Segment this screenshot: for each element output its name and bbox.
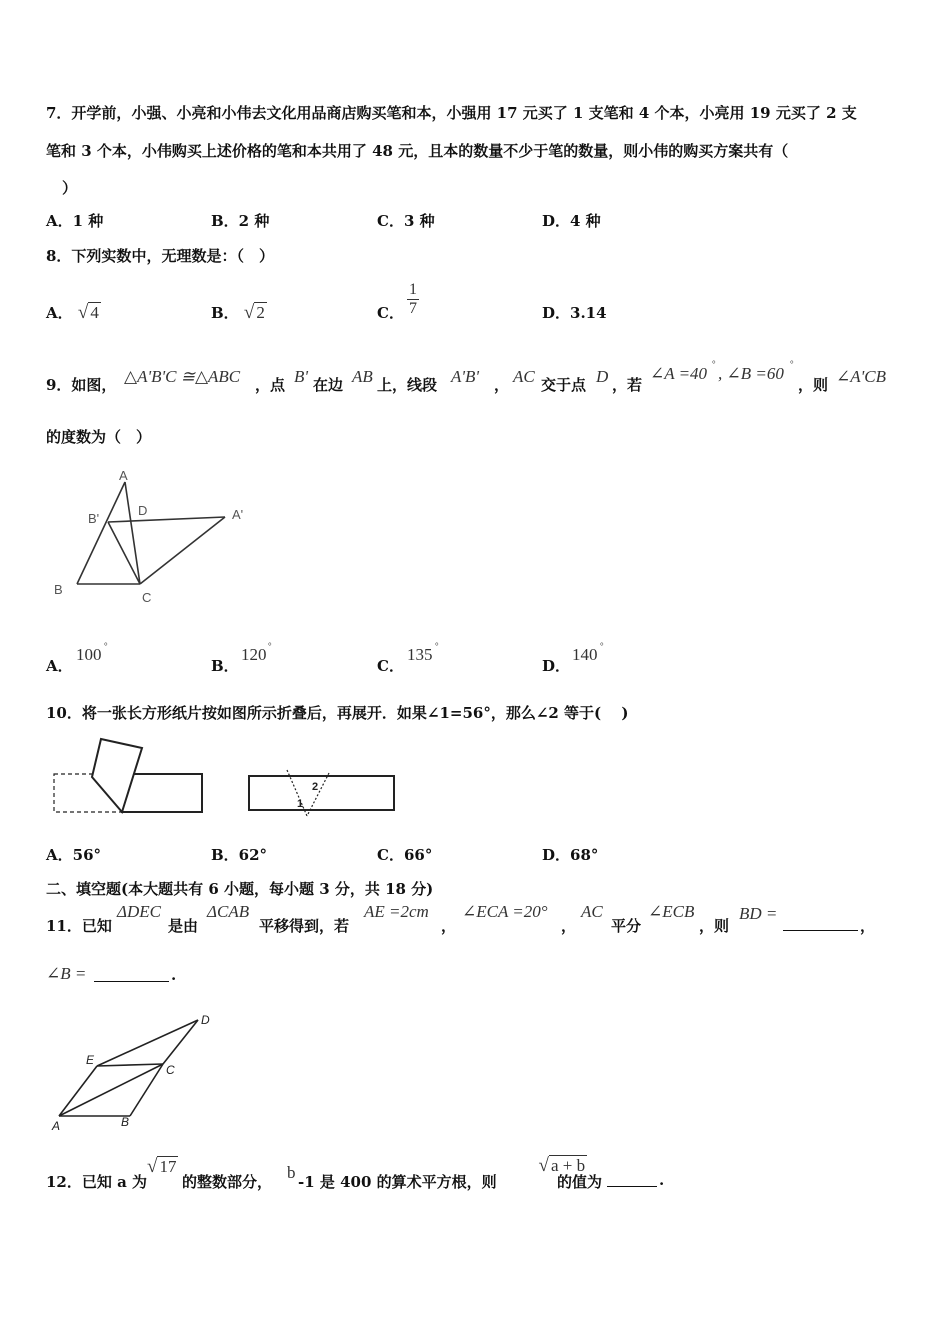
q7-line3: ） bbox=[62, 179, 78, 197]
q9-text-3: 在边 bbox=[313, 376, 344, 394]
q11-label-d: D bbox=[201, 1013, 210, 1027]
q12-sqrt-a-plus-b: √ a + b bbox=[538, 1155, 586, 1176]
q9-line-2: 的度数为（ ） bbox=[46, 428, 152, 446]
q9-math-aprime-bprime: A'B' bbox=[451, 367, 480, 386]
q9-text-4: 上，线段 bbox=[377, 376, 438, 394]
q10-strip bbox=[122, 774, 202, 812]
q9-degree-1: ° bbox=[712, 359, 716, 369]
q9-edge-aprime-c bbox=[140, 517, 225, 584]
q8-option-c-numerator: 1 bbox=[409, 281, 417, 298]
q12-text-4: 的值为 bbox=[557, 1173, 603, 1191]
q11-edge-ed bbox=[97, 1020, 198, 1066]
q11-edge-ec bbox=[97, 1064, 163, 1066]
q12-sqrt-17: √ 17 bbox=[147, 1156, 177, 1177]
q8-option-b-label: B． bbox=[211, 304, 239, 322]
q9-text-1: 9．如图， bbox=[46, 376, 117, 394]
q9-text-6: 交于点 bbox=[541, 376, 587, 394]
q8-stem: 8．下列实数中，无理数是：（ ） bbox=[46, 247, 274, 265]
q9-option-b-value: 120 bbox=[241, 645, 267, 664]
q11-math-ac: AC bbox=[581, 902, 603, 921]
q12-text-2: 的整数部分， bbox=[182, 1173, 273, 1191]
q11-math-cab: ΔCAB bbox=[207, 902, 250, 921]
q10-option-b: B．62° bbox=[211, 846, 268, 864]
q10-option-a: A．56° bbox=[46, 846, 102, 864]
q9-option-a-degree: ° bbox=[104, 641, 108, 651]
q9-text-2: ，点 bbox=[255, 376, 286, 394]
q8-option-c-denominator: 7 bbox=[409, 300, 417, 317]
q11-math-ae: AE =2cm bbox=[364, 902, 429, 921]
q10-option-c: C．66° bbox=[377, 846, 433, 864]
q8-option-a-arg: 4 bbox=[90, 303, 99, 322]
q12-blank[interactable] bbox=[607, 1186, 657, 1187]
q9-label-b: B bbox=[54, 582, 63, 597]
q9-option-c-value: 135 bbox=[407, 645, 433, 664]
q12-sqrt-a-plus-b-arg: a + b bbox=[550, 1156, 586, 1175]
q11-edge-ae bbox=[59, 1066, 97, 1116]
q10-option-d: D．68° bbox=[542, 846, 599, 864]
q9-option-d-value: 140 bbox=[572, 645, 598, 664]
q8-option-a-sqrt: √ 4 bbox=[77, 302, 99, 323]
q9-math-d: D bbox=[596, 367, 609, 386]
q12-math-b: b bbox=[287, 1163, 296, 1182]
q7-line2: 笔和 3 个本，小伟购买上述价格的笔和本共用了 48 元，且本的数量不少于笔的数量，则小伟的购买方案共有（ bbox=[46, 142, 789, 160]
q11-text-9: . bbox=[171, 966, 177, 984]
q9-label-bprime: B' bbox=[88, 511, 100, 526]
q10-rectangle bbox=[249, 776, 394, 810]
q9-option-b-label: B． bbox=[211, 657, 239, 675]
q9-option-d-label: D． bbox=[542, 657, 571, 675]
q9-math-angle-aprime-cb: ∠A'CB bbox=[836, 367, 886, 386]
q9-option-a-value: 100 bbox=[76, 645, 102, 664]
q9-edge-ba bbox=[77, 482, 125, 584]
q11-math-bd: BD = bbox=[739, 904, 778, 923]
q9-figure bbox=[40, 462, 270, 612]
q8-option-b-arg: 2 bbox=[256, 303, 265, 322]
q9-math-ac: AC bbox=[513, 367, 535, 386]
q10-stem: 10．将一张长方形纸片按如图所示折叠后，再展开．如果∠1=56°，那么∠2 等于( ) bbox=[46, 704, 629, 722]
q9-text-5: ， bbox=[494, 376, 510, 394]
q9-option-d-degree: ° bbox=[600, 641, 604, 651]
q11-text-8: ， bbox=[860, 917, 876, 935]
q11-label-b: B bbox=[121, 1115, 130, 1129]
q10-angle-1-label: 1 bbox=[297, 798, 304, 810]
q9-label-a: A bbox=[119, 468, 128, 483]
q9-option-b-degree: ° bbox=[268, 641, 272, 651]
q10-figure-unfolded bbox=[245, 768, 400, 818]
q9-text-8: ，则 bbox=[798, 376, 829, 394]
q11-figure bbox=[45, 1008, 225, 1138]
q11-math-angle-b: ∠B = bbox=[46, 964, 87, 983]
q9-label-d: D bbox=[138, 503, 148, 518]
q9-edge-bprime-aprime bbox=[108, 517, 225, 522]
q7-option-d: D．4 种 bbox=[542, 212, 601, 230]
q11-math-angle-ecb: ∠ECB bbox=[648, 902, 695, 921]
q11-label-c: C bbox=[166, 1063, 175, 1077]
q11-blank-bd[interactable] bbox=[783, 930, 858, 931]
q8-option-d: D．3.14 bbox=[542, 304, 607, 322]
q10-folded-flap bbox=[92, 739, 142, 812]
q12-text-5: . bbox=[659, 1171, 665, 1189]
q7-line1: 7．开学前，小强、小亮和小伟去文化用品商店购买笔和本，小强用 17 元买了 1 支笔和 4 个本，小亮用 19 元买了 2 支 bbox=[46, 104, 857, 122]
q9-text-7: ，若 bbox=[612, 376, 643, 394]
q7-option-b: B．2 种 bbox=[211, 212, 270, 230]
q11-text-1: 11．已知 bbox=[46, 917, 112, 935]
q11-label-e: E bbox=[86, 1053, 95, 1067]
q11-math-dec: ΔDEC bbox=[117, 902, 161, 921]
q9-math-ab: AB bbox=[352, 367, 373, 386]
q11-text-5: ， bbox=[561, 917, 577, 935]
q8-option-a bbox=[46, 302, 101, 324]
q8-option-b bbox=[211, 302, 267, 324]
q11-text-6: 平分 bbox=[611, 917, 642, 935]
q8-option-b-sqrt: √ 2 bbox=[243, 302, 265, 323]
q11-edge-cd bbox=[163, 1020, 198, 1064]
q7-option-a: A．1 种 bbox=[46, 212, 104, 230]
q8-option-c-fraction bbox=[407, 281, 419, 318]
q7-option-c: C．3 种 bbox=[377, 212, 435, 230]
q12-sqrt-17-arg: 17 bbox=[159, 1157, 177, 1176]
q11-label-a: A bbox=[52, 1119, 61, 1133]
q9-option-a-label: A． bbox=[46, 657, 73, 675]
q12-text-1: 12．已知 a 为 bbox=[46, 1173, 148, 1191]
q11-text-3: 平移得到，若 bbox=[259, 917, 350, 935]
q8-option-c-label: C． bbox=[377, 304, 404, 322]
q9-math-congruence: △A'B'C ≅△ABC bbox=[124, 367, 241, 386]
q9-option-c-degree: ° bbox=[435, 641, 439, 651]
q9-math-bprime: B' bbox=[294, 367, 309, 386]
q9-label-c: C bbox=[142, 590, 152, 605]
q11-blank-angle-b[interactable] bbox=[94, 981, 169, 982]
q11-math-angle-eca: ∠ECA =20° bbox=[462, 902, 548, 921]
q9-math-angle-a: ∠A =40 bbox=[650, 364, 708, 383]
q12-text-3: -1 是 400 的算术平方根，则 bbox=[298, 1173, 497, 1191]
q10-angle-2-label: 2 bbox=[312, 781, 319, 793]
q11-text-7: ，则 bbox=[699, 917, 730, 935]
q11-text-2: 是由 bbox=[168, 917, 199, 935]
q9-option-c-label: C． bbox=[377, 657, 404, 675]
q9-label-aprime: A' bbox=[232, 507, 244, 522]
q9-math-angle-b: , ∠B =60 bbox=[718, 364, 784, 383]
q9-degree-2: ° bbox=[790, 359, 794, 369]
q10-figure-folded bbox=[50, 735, 210, 817]
q11-text-4: ， bbox=[441, 917, 457, 935]
section-2-heading: 二、填空题(本大题共有 6 小题，每小题 3 分，共 18 分) bbox=[46, 880, 434, 898]
q8-option-a-label: A． bbox=[46, 304, 73, 322]
